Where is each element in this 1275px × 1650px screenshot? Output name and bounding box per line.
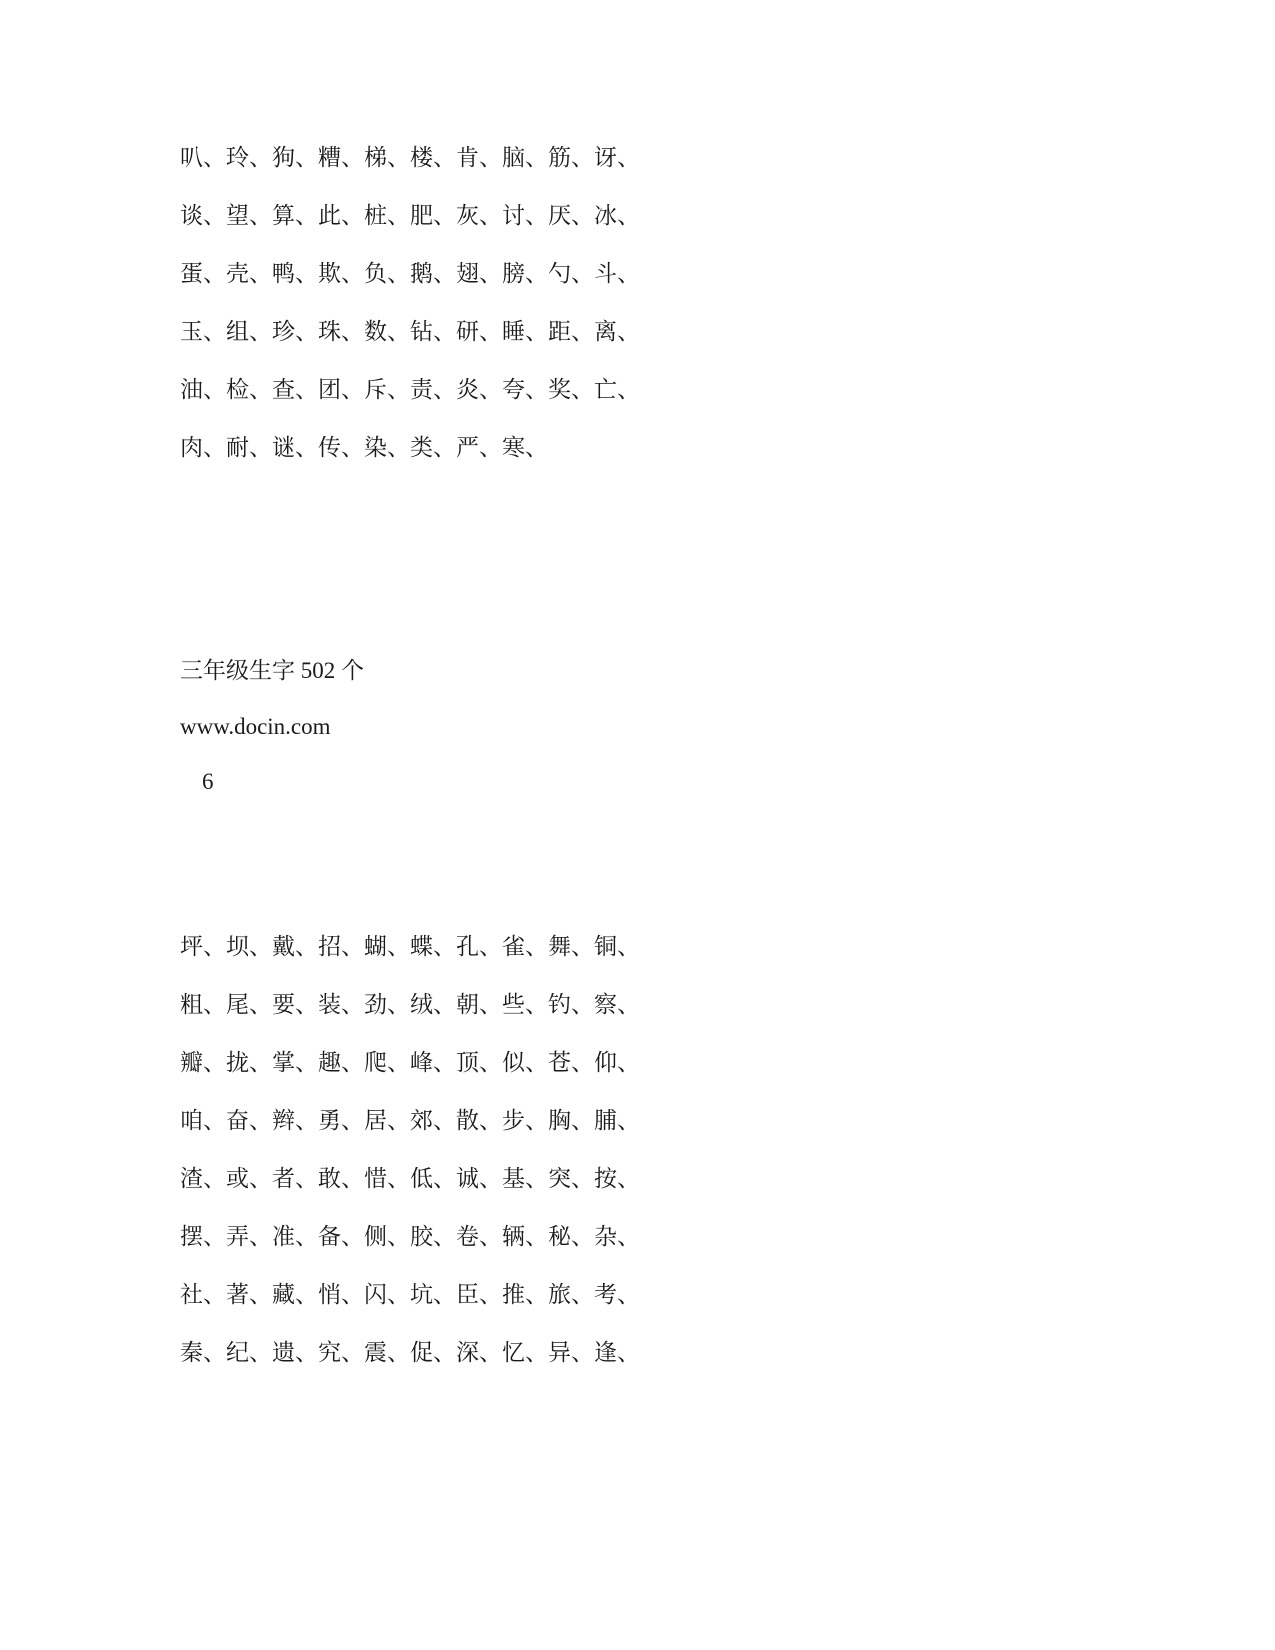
page-footer-title: 三年级生字 502 个 — [180, 658, 364, 683]
character-line: 咱、奋、辫、勇、居、郊、散、步、胸、脯、 — [180, 1108, 640, 1134]
character-line: 渣、或、者、敢、惜、低、诚、基、突、按、 — [180, 1166, 640, 1192]
character-line: 玉、组、珍、珠、数、钻、研、睡、距、离、 — [180, 319, 640, 345]
character-line: 肉、耐、谜、传、染、类、严、寒、 — [180, 435, 548, 461]
site-url[interactable]: www.docin.com — [180, 714, 331, 739]
character-line: 油、检、查、团、斥、责、炎、夸、奖、亡、 — [180, 377, 640, 403]
character-line: 秦、纪、遗、究、震、促、深、忆、异、逢、 — [180, 1340, 640, 1366]
character-line: 粗、尾、要、装、劲、绒、朝、些、钓、察、 — [180, 992, 640, 1018]
character-line: 蛋、壳、鸭、欺、负、鹅、翅、膀、勺、斗、 — [180, 261, 640, 287]
character-line: 社、著、藏、悄、闪、坑、臣、推、旅、考、 — [180, 1282, 640, 1308]
page-number: 6 — [202, 769, 214, 794]
character-line: 摆、弄、准、备、侧、胶、卷、辆、秘、杂、 — [180, 1224, 640, 1250]
character-line: 坪、坝、戴、招、蝴、蝶、孔、雀、舞、铜、 — [180, 934, 640, 960]
character-line: 叭、玲、狗、糟、梯、楼、肯、脑、筋、讶、 — [180, 145, 640, 171]
character-line: 谈、望、算、此、桩、肥、灰、讨、厌、冰、 — [180, 203, 640, 229]
character-line: 瓣、拢、掌、趣、爬、峰、顶、似、苍、仰、 — [180, 1050, 640, 1076]
